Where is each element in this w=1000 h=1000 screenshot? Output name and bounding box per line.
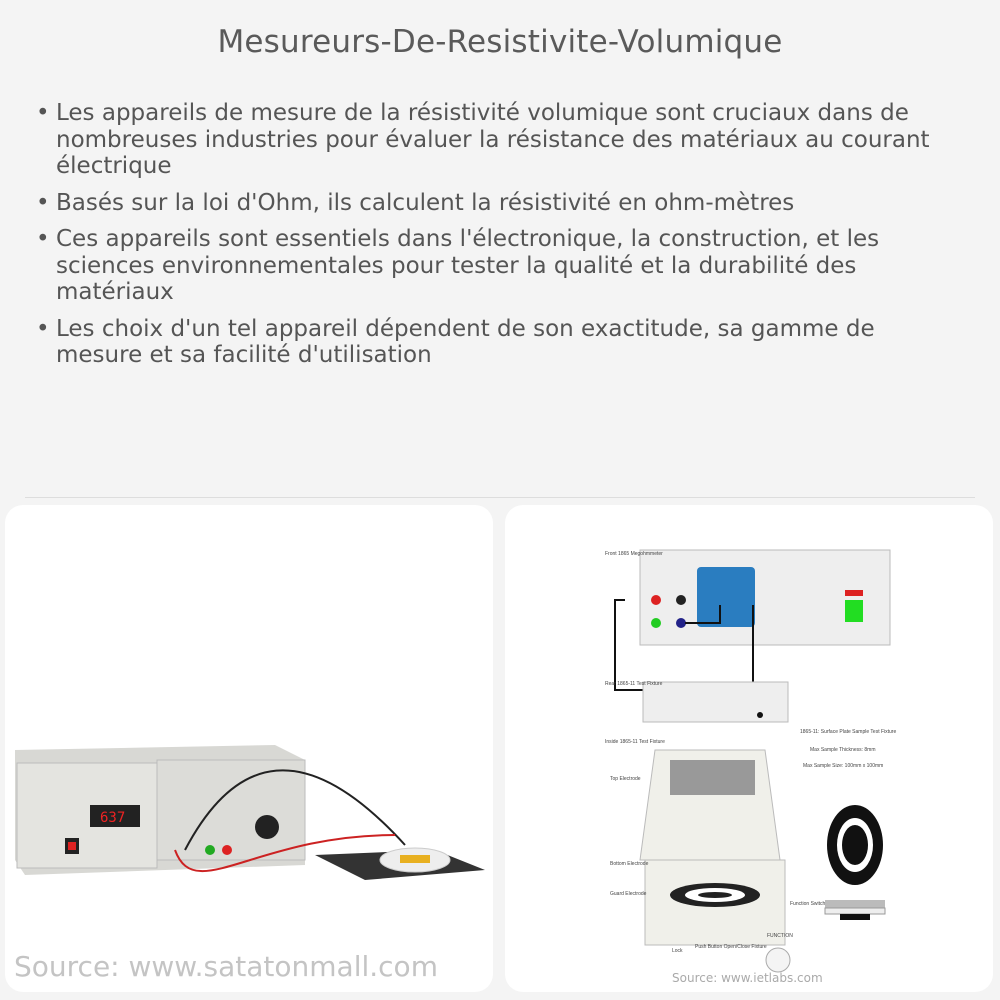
label-push-button: Push Button Open/Close Fixture <box>695 944 767 950</box>
label-top-electrode: Top Electrode <box>610 776 641 782</box>
label-lock: Lock <box>672 948 683 954</box>
display-reading: 637 <box>100 810 126 826</box>
label-function-switch: Function Switch <box>790 901 826 907</box>
bullet-item: • Les appareils de mesure de la résistivité volumique sont cruciaux dans de nombreuses industries pour évaluer la résistance des matériaux au courant électrique <box>36 100 966 180</box>
label-max-size: Max Sample Size: 100mm x 100mm <box>803 763 884 769</box>
image-source: Source: www.satatonmall.com <box>14 950 438 983</box>
bullet-item: • Basés sur la loi d'Ohm, ils calculent la résistivité en ohm-mètres <box>36 190 966 217</box>
label-fixture-title: 1865-11: Surface Plate Sample Test Fixture <box>800 729 897 735</box>
resistivity-meter-photo <box>5 505 493 992</box>
divider <box>25 497 975 498</box>
label-rear: Rear 1865-11 Test Fixture <box>605 681 663 687</box>
label-inside: Inside 1865-11 Test Fixture <box>605 739 665 745</box>
label-max-thickness: Max Sample Thickness: 8mm <box>810 747 876 753</box>
page-title: Mesureurs-De-Resistivite-Volumique <box>217 24 783 60</box>
label-guard-electrode: Guard Electrode <box>610 891 647 897</box>
image-source: Source: www.ietlabs.com <box>672 971 823 985</box>
bullet-list <box>36 100 966 379</box>
image-card-instrument <box>5 505 493 992</box>
label-front: Front 1865 Megohmmeter <box>605 551 663 557</box>
bullet-item: • Ces appareils sont essentiels dans l'électronique, la construction, et les sciences environnementales pour tester la qualité et la durabilité des matériaux <box>36 226 966 306</box>
fixture-diagram <box>505 505 993 992</box>
image-card-diagram <box>505 505 993 992</box>
label-function: FUNCTION <box>767 933 793 939</box>
bullet-item: • Les choix d'un tel appareil dépendent de son exactitude, sa gamme de mesure et sa facilité d'utilisation <box>36 316 966 369</box>
label-bottom-electrode: Bottom Electrode <box>610 861 649 867</box>
